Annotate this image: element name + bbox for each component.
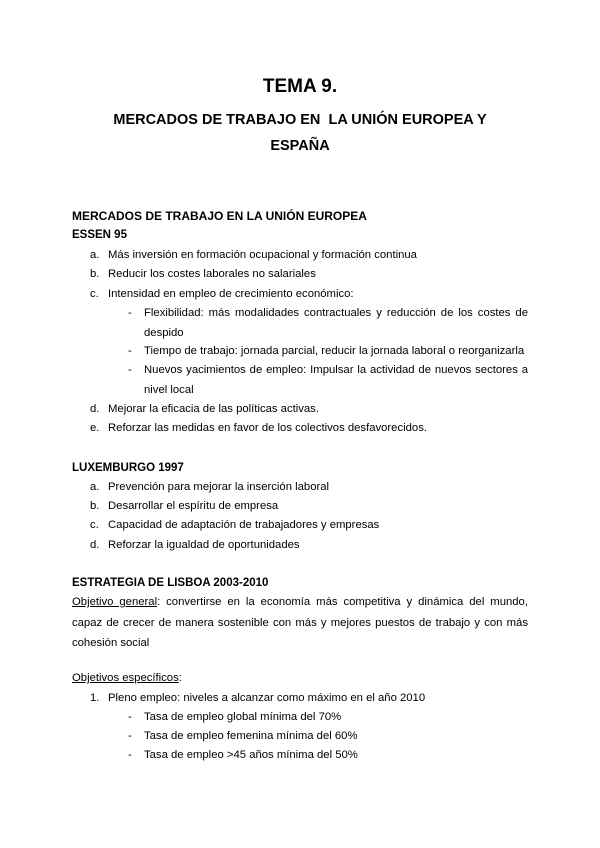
list-marker: - xyxy=(128,364,132,376)
list-marker: 1. xyxy=(90,692,100,704)
list-item: Tasa de empleo femenina mínima del 60% xyxy=(144,730,358,742)
section-heading: ESTRATEGIA DE LISBOA 2003-2010 xyxy=(72,577,269,589)
page-title: TEMA 9. xyxy=(262,76,338,97)
list-item: Mejorar la eficacia de las políticas activas. xyxy=(108,403,319,415)
specific-label-colon: : xyxy=(178,672,182,684)
list-marker: a. xyxy=(90,481,100,493)
objective-general xyxy=(72,592,528,654)
list-item: Reducir los costes laborales no salariales xyxy=(108,268,316,280)
specific-label-text: Objetivos específicos xyxy=(72,672,179,684)
list-marker: - xyxy=(128,730,132,742)
subtitle-line: MERCADOS DE TRABAJO EN LA UNIÓN EUROPEA Y xyxy=(113,112,487,128)
list-marker: e. xyxy=(90,422,100,434)
objective-label: Objetivo general xyxy=(72,596,158,608)
list-marker: - xyxy=(128,345,132,357)
list-marker: c. xyxy=(90,288,99,300)
list-item: Capacidad de adaptación de trabajadores y empresas xyxy=(108,519,380,531)
page-subtitle xyxy=(0,107,600,159)
list-marker: d. xyxy=(90,403,100,415)
list-marker: - xyxy=(128,711,132,723)
section-heading: MERCADOS DE TRABAJO EN LA UNIÓN EUROPEA xyxy=(72,209,367,223)
list-item: Reforzar las medidas en favor de los colectivos desfavorecidos. xyxy=(108,422,427,434)
list-item: Más inversión en formación ocupacional y formación continua xyxy=(108,249,417,261)
list-marker: d. xyxy=(90,539,100,551)
section-subheading: ESSEN 95 xyxy=(72,229,127,241)
list-item: Prevención para mejorar la inserción laboral xyxy=(108,481,330,493)
list-item: Reforzar la igualdad de oportunidades xyxy=(108,539,300,551)
list-marker: - xyxy=(128,749,132,761)
objective-text: : convertirse en la economía más competitiva y dinámica del mundo, capaz de crecer de manera sostenible con más y mejores puestos de trabajo y con más cohesión social xyxy=(72,596,528,649)
list-item: Tiempo de trabajo: jornada parcial, reducir la jornada laboral o reorganizarla xyxy=(144,345,525,357)
list-item: Flexibilidad: más modalidades contractuales y reducción de los costes de despido xyxy=(144,307,528,339)
list-item: Pleno empleo: niveles a alcanzar como máximo en el año 2010 xyxy=(108,692,426,704)
list-item: Intensidad en empleo de crecimiento económico: xyxy=(108,288,354,300)
list-marker: a. xyxy=(90,249,100,261)
section-heading: LUXEMBURGO 1997 xyxy=(72,462,184,474)
list-marker: c. xyxy=(90,519,99,531)
list-item: Tasa de empleo global mínima del 70% xyxy=(144,711,342,723)
list-marker: b. xyxy=(90,268,100,280)
specific-objectives-label xyxy=(72,669,182,688)
list-marker: b. xyxy=(90,500,100,512)
list-item: Desarrollar el espíritu de empresa xyxy=(108,500,279,512)
list-marker: - xyxy=(128,307,132,319)
list-item: Tasa de empleo >45 años mínima del 50% xyxy=(144,749,358,761)
subtitle-line: ESPAÑA xyxy=(270,138,330,154)
list-item: Nuevos yacimientos de empleo: Impulsar la actividad de nuevos sectores a nivel local xyxy=(144,364,528,396)
